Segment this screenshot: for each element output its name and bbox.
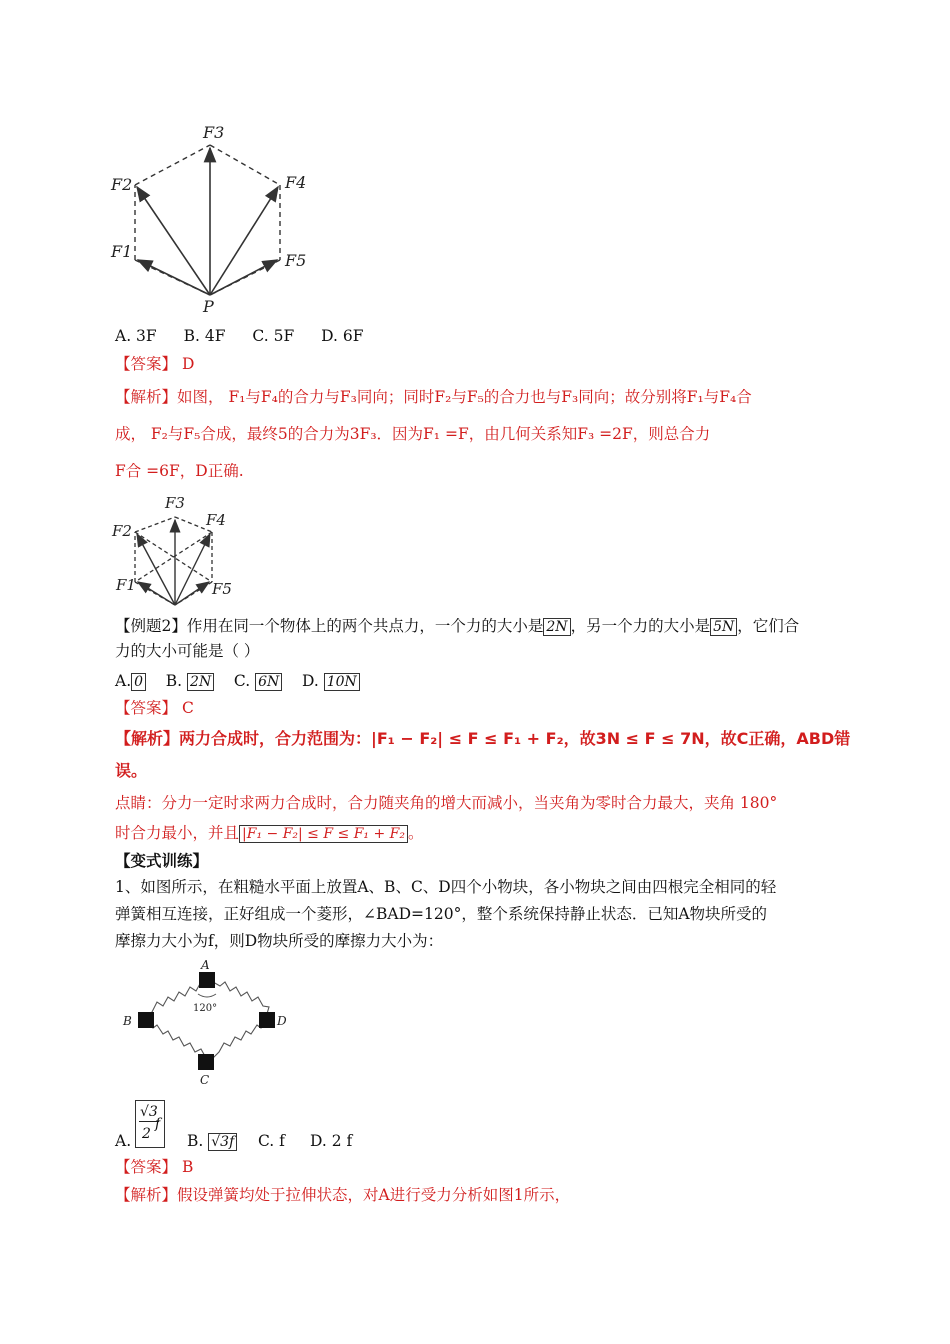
- fig2-label-f2: F2: [112, 522, 132, 540]
- label-f5: F5: [285, 251, 307, 270]
- hexagon-outline: [135, 145, 280, 295]
- q2-option-b[interactable]: B. 2N: [166, 672, 214, 690]
- section-title: 【变式训练】: [115, 851, 209, 870]
- label-f4: F4: [285, 173, 307, 192]
- q2-value1: 2N: [543, 618, 570, 636]
- block-d: [259, 1012, 275, 1028]
- q2-options: [115, 670, 360, 692]
- q3-stem-line3: 摩擦力大小为f，则D物块所受的摩擦力大小为：: [115, 932, 444, 950]
- q2-value2: 5N: [710, 618, 737, 636]
- q1-option-d[interactable]: D. 6F: [321, 327, 364, 345]
- fig2-label-f1: F1: [116, 576, 136, 594]
- q1-analysis-line3: F合 =6F，D正确.: [115, 462, 244, 480]
- fig2-label-f5: F5: [212, 580, 232, 598]
- q3-option-b[interactable]: B. √3f: [187, 1130, 237, 1152]
- q1-answer: 【答案】 D: [115, 355, 195, 373]
- q2-option-d[interactable]: D. 10N: [302, 672, 360, 690]
- q2-note-line2: 时合力最小，并且 |F₁ − F₂| ≤ F ≤ F₁ + F₂ 。: [115, 824, 424, 842]
- springs: [148, 982, 269, 1058]
- q1-option-b[interactable]: B. 4F: [183, 327, 226, 345]
- fig2-label-f4: F4: [206, 511, 226, 529]
- q2-option-c[interactable]: C. 6N: [234, 672, 282, 690]
- q1-option-c[interactable]: C. 5F: [252, 327, 295, 345]
- rhombus-spring-diagram: [118, 958, 298, 1088]
- q2-analysis-line2: 误。: [115, 761, 148, 780]
- fig3-label-b: B: [123, 1014, 132, 1028]
- fig3-angle: 120°: [193, 1003, 218, 1014]
- force-diagram-1: [105, 120, 315, 315]
- q2-note-line1: 点睛：分力一定时求两力合成时，合力随夹角的增大而减小，当夹角为零时合力最大，夹角 180°: [115, 794, 778, 812]
- q1-analysis-line2: 成， F₂与F₅合成，最终5的合力为3F₃．因为F₁ =F，由几何关系知F₃ =2F，则总合力: [115, 425, 711, 443]
- q3-stem-line1: 1、如图所示，在粗糙水平面上放置A、B、C、D四个小物块，各小物块之间由四根完全相同的轻: [115, 878, 777, 896]
- fig2-label-f3: F3: [165, 494, 185, 512]
- q1-option-a[interactable]: A. 3F: [115, 327, 157, 345]
- q3-option-d[interactable]: D. 2 f: [310, 1132, 353, 1150]
- label-f1: F1: [111, 242, 133, 261]
- q2-option-a[interactable]: A. 0: [115, 672, 146, 690]
- q3-option-a-fraction: √3 2 f: [135, 1100, 165, 1148]
- q3-option-a[interactable]: A.: [115, 1132, 132, 1150]
- q3-stem-line2: 弹簧相互连接，正好组成一个菱形，∠BAD=120°，整个系统保持静止状态．已知A物块所受的: [115, 905, 768, 923]
- q2-stem-line2: 力的大小可能是（ ）: [115, 642, 260, 660]
- q1-analysis-line1: 【解析】如图， F₁与F₄的合力与F₃同向；同时F₂与F₅的合力也与F₃同向；故分别将F₁与F₄合: [115, 388, 752, 406]
- force-vectors: [137, 148, 278, 295]
- label-p: P: [203, 297, 214, 315]
- label-f3: F3: [203, 123, 225, 142]
- q2-stem-line1: 【例题2】作用在同一个物体上的两个共点力，一个力的大小是 2N ，另一个力的大小是 5N ，它们合: [115, 617, 800, 635]
- label-f2: F2: [111, 175, 133, 194]
- q3-option-c[interactable]: C. f: [258, 1132, 285, 1150]
- q3-analysis-line1: 【解析】假设弹簧均处于拉伸状态，对A进行受力分析如图1所示，: [115, 1186, 571, 1204]
- q2-note-formula: |F₁ − F₂| ≤ F ≤ F₁ + F₂: [239, 825, 408, 843]
- block-c: [198, 1054, 214, 1070]
- fig3-label-d: D: [277, 1014, 287, 1028]
- fig3-label-c: C: [200, 1073, 210, 1087]
- q3-answer: 【答案】 B: [115, 1158, 194, 1176]
- block-b: [138, 1012, 154, 1028]
- fig3-label-a: A: [201, 958, 210, 972]
- q1-options: [115, 325, 386, 347]
- q2-analysis-line1: 【解析】两力合成时，合力范围为：|F₁ − F₂| ≤ F ≤ F₁ + F₂，故3N ≤ F ≤ 7N，故C正确，ABD错: [115, 729, 851, 748]
- force-diagram-2: [110, 492, 240, 610]
- block-a: [199, 972, 215, 988]
- q2-answer: 【答案】 C: [115, 699, 194, 717]
